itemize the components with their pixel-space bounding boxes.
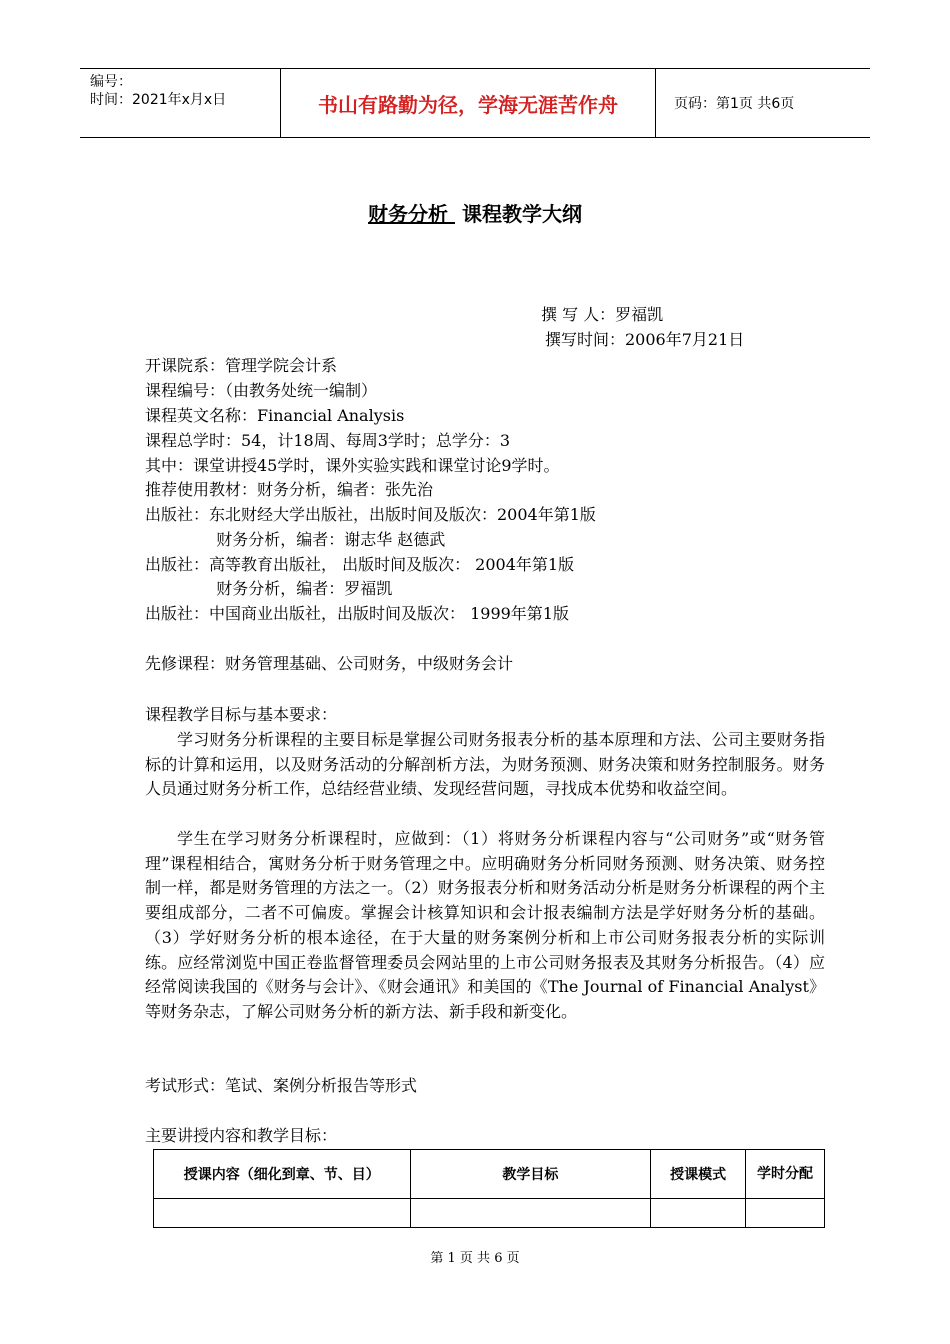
table-cell: [410, 1199, 651, 1228]
number-label: 编号：: [90, 74, 132, 90]
table-header-row: [154, 1150, 825, 1199]
page-info-text: 页码：第1页 共6页: [674, 96, 795, 112]
author-writer: 撰 写 人：罗福凯: [541, 305, 664, 324]
info-line: 推荐使用教材：财务分析，编者：张先治: [145, 480, 434, 499]
table-cell: [154, 1199, 411, 1228]
page-header: [80, 68, 870, 138]
title-rest: 课程教学大纲: [455, 202, 582, 226]
table-cell: [651, 1199, 746, 1228]
goals-paragraph-2: 学生在学习财务分析课程时，应做到：（1）将财务分析课程内容与“公司财务”或“财务管理”课程相结合，寓财务分析于财务管理之中。应明确财务分析同财务预测、财务决策、财务控制一样，都是财务管理的方法之一。（2）财务报表分析和财务活动分析是财务分析课程的两个主要组成部分，二者不可偏废。掌握会计核算知识和会计报表编制方法是学好财务分析的基础。（3）学好财务分析的根本途径，在于大量的财务案例分析和上市公司财务报表分析的实际训练。应经常浏览中国正卷监督管理委员会网站里的上市公司财务报表及其财务分析报告。（4）应经常阅读我国的《财务与会计》、《财会通讯》和美国的《The Journal of Financial Analyst》等财务杂志，了解公司财务分析的新方法、新手段和新变化。: [145, 829, 825, 1021]
goals-paragraph-1: 学习财务分析课程的主要目标是掌握公司财务报表分析的基本原理和方法、公司主要财务指标的计算和运用，以及财务活动的分解剖析方法，为财务预测、财务决策和财务控制服务。财务人员通过财务分析工作，总结经营业绩、发现经营问题，寻找成本优势和收益空间。: [145, 730, 825, 799]
header-divider: [655, 69, 656, 137]
exam-form: 考试形式：笔试、案例分析报告等形式: [145, 1076, 418, 1095]
table-cell: [746, 1199, 825, 1228]
info-line: 课程编号：（由教务处统一编制）: [145, 381, 378, 400]
prerequisite: 先修课程：财务管理基础、公司财务，中级财务会计: [145, 654, 514, 673]
time-label: 时间：2021年x月x日: [90, 92, 227, 108]
table-header-cell: 授课内容（细化到章、节、目）: [154, 1150, 411, 1199]
info-line: 课程英文名称：Financial Analysis: [145, 406, 405, 425]
goals-heading: 课程教学目标与基本要求：: [145, 705, 338, 724]
author-date: 撰写时间：2006年7月21日: [545, 330, 745, 349]
table-header-cell: 授课模式: [651, 1150, 746, 1199]
title-course: 财务分析: [368, 202, 449, 226]
header-meta: [80, 69, 280, 137]
info-line: 出版社：高等教育出版社， 出版时间及版次： 2004年第1版: [145, 555, 575, 574]
table-row: [154, 1199, 825, 1228]
content-heading: 主要讲授内容和教学目标：: [145, 1126, 338, 1145]
info-line: 财务分析，编者：罗福凯: [145, 579, 393, 598]
info-line: 其中：课堂讲授45学时，课外实验实践和课堂讨论9学时。: [145, 456, 560, 475]
page-footer: 第 1 页 共 6 页: [430, 1251, 520, 1266]
info-line: 课程总学时：54，计18周、每周3学时；总学分：3: [145, 431, 511, 450]
content-table: [153, 1149, 825, 1228]
info-line: 出版社：东北财经大学出版社，出版时间及版次：2004年第1版: [145, 505, 596, 524]
table-header-cell: 学时分配: [746, 1150, 825, 1199]
info-line: 开课院系：管理学院会计系: [145, 356, 338, 375]
title-space: [448, 202, 455, 226]
header-motto: 书山有路勤为径，学海无涯苦作舟: [318, 92, 618, 117]
header-page-info: [664, 69, 870, 137]
table-header-cell: 教学目标: [410, 1150, 651, 1199]
info-line: 出版社：中国商业出版社，出版时间及版次： 1999年第1版: [145, 604, 569, 623]
info-line: 财务分析，编者：谢志华 赵德武: [145, 530, 446, 549]
document-title: [0, 198, 950, 227]
